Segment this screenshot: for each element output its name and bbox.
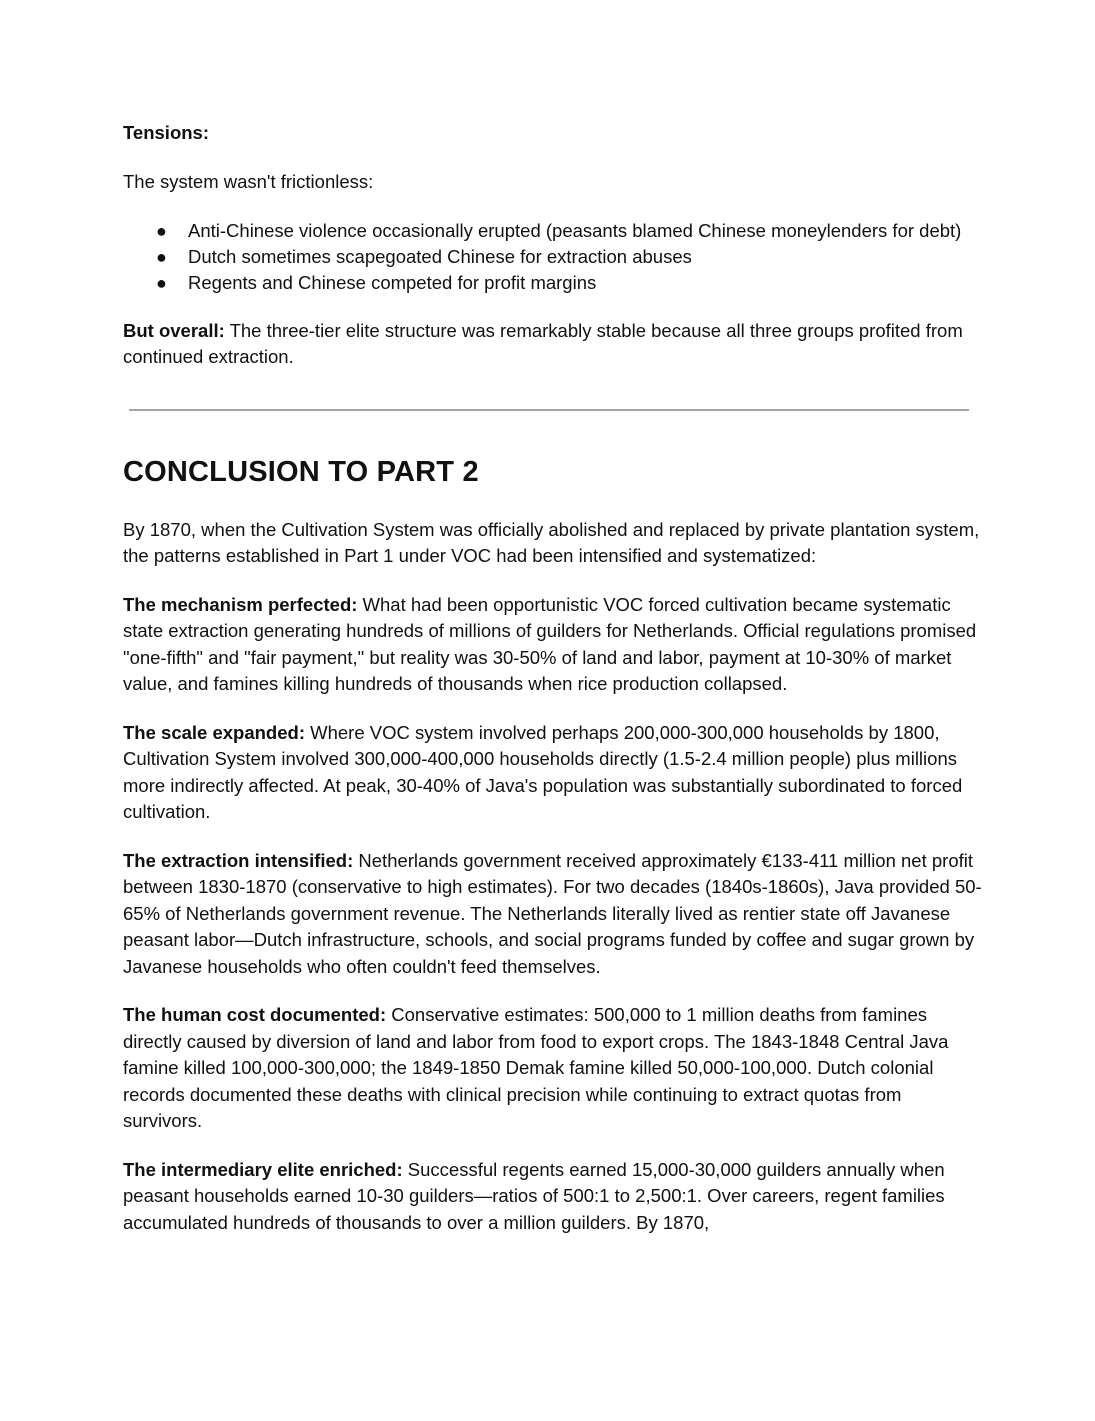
- bullet-icon: ●: [156, 246, 167, 267]
- bullet-icon: ●: [156, 220, 167, 241]
- paragraph-label: The human cost documented:: [123, 1004, 387, 1025]
- paragraph-label: The mechanism perfected:: [123, 593, 358, 615]
- list-item: [123, 218, 983, 244]
- tensions-bullet-list: [123, 218, 983, 296]
- bullet-text: Regents and Chinese competed for profit margins: [188, 271, 597, 293]
- list-item: [123, 270, 983, 296]
- paragraph-mechanism: [123, 592, 983, 698]
- paragraph-text: What had been opportunistic VOC forced cultivation became systematic state extraction generating hundreds of millions of guilders for Netherlands. Official regulations promised "one-fifth" and "fair payment," but reality was 30-50% of land and labor, payment at 10-30% of market value, and famines killing hundreds of thousands when rice production collapsed.: [123, 593, 977, 694]
- paragraph-label: The intermediary elite enriched:: [123, 1158, 403, 1180]
- bullet-text: Dutch sometimes scapegoated Chinese for extraction abuses: [188, 245, 692, 267]
- document-page: [123, 120, 983, 1236]
- list-item: [123, 244, 983, 270]
- paragraph-label: The extraction intensified:: [123, 849, 354, 871]
- tensions-intro: The system wasn't frictionless:: [123, 171, 374, 192]
- paragraph-elite: [123, 1157, 983, 1237]
- tensions-heading: Tensions:: [123, 122, 209, 143]
- paragraph-label: The scale expanded:: [123, 721, 305, 743]
- paragraph-extraction: [123, 848, 983, 981]
- paragraph-text: Netherlands government received approximately €133-411 million net profit between 1830-1870 (conservative to high estimates). For two decades (1840s-1860s), Java provided 50-65% of Netherlands government revenue. The Netherlands literally lived as rentier state off Javanese peasant labor—Dutch infrastructure, schools, and social programs funded by coffee and sugar grown by Javanese households who often couldn't feed themselves.: [123, 849, 982, 977]
- overall-text: The three-tier elite structure was remarkably stable because all three groups profited from continued extraction.: [123, 319, 963, 367]
- overall-label: But overall:: [123, 319, 225, 341]
- paragraph-scale: [123, 720, 983, 826]
- paragraph-text: Successful regents earned 15,000-30,000 guilders annually when peasant households earned 10-30 guilders—ratios of 500:1 to 2,500:1. Over careers, regent families accumulated hundreds of thousands to over a million guilders. By 1870,: [123, 1158, 945, 1233]
- conclusion-title: CONCLUSION TO PART 2: [123, 455, 479, 488]
- paragraph-text: Where VOC system involved perhaps 200,000-300,000 households by 1800, Cultivation System involved 300,000-400,000 households directly (1.5-2.4 million people) plus millions more indirectly affected. At peak, 30-40% of Java's population was substantially subordinated to forced cultivation.: [123, 721, 963, 822]
- bullet-icon: ●: [156, 272, 167, 293]
- overall-paragraph: [123, 318, 983, 371]
- bullet-text: Anti-Chinese violence occasionally erupted (peasants blamed Chinese moneylenders for debt): [188, 219, 962, 241]
- paragraph-text: Conservative estimates: 500,000 to 1 million deaths from famines directly caused by diversion of land and labor from food to export crops. The 1843-1848 Central Java famine killed 100,000-300,000; the 1849-1850 Demak famine killed 50,000-100,000. Dutch colonial records documented these deaths with clinical precision while continuing to extract quotas from survivors.: [123, 1004, 949, 1131]
- horizontal-divider: [129, 409, 969, 411]
- paragraph-human-cost: [123, 1002, 983, 1135]
- conclusion-intro: By 1870, when the Cultivation System was officially abolished and replaced by private plantation system, the patterns established in Part 1 under VOC had been intensified and systematized:: [123, 518, 980, 566]
